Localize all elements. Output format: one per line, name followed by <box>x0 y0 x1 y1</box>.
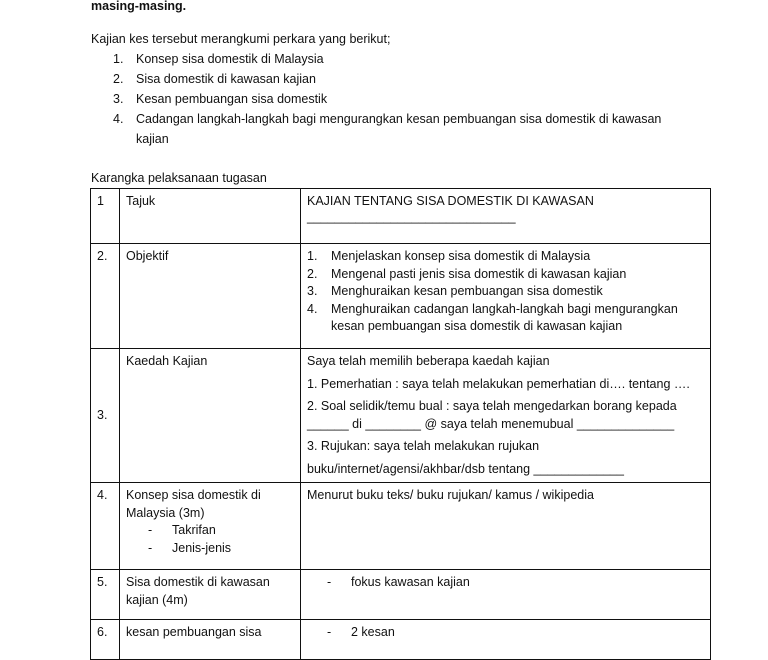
row-label: Objektif <box>120 244 301 349</box>
dash-bullet: - <box>327 575 332 589</box>
top-text: masing-masing. <box>91 0 187 13</box>
row-number: 6. <box>91 620 120 660</box>
row-label <box>120 483 301 570</box>
row-number: 3. <box>91 349 120 483</box>
label-line: Malaysia (3m) <box>126 505 205 520</box>
method-line: Saya telah memilih beberapa kaedah kajian <box>307 354 550 368</box>
list-item-continuation <box>307 318 704 336</box>
objective-list <box>307 248 704 336</box>
table-row <box>91 349 711 483</box>
method-line: 3. Rujukan: saya telah melakukan rujukan <box>307 439 540 453</box>
list-item: Kesan pembuangan sisa domestik <box>136 92 328 106</box>
table-row <box>91 189 711 244</box>
list-item <box>307 248 704 266</box>
row-label <box>120 570 301 620</box>
table-row <box>91 483 711 570</box>
dash-bullet: - <box>148 540 153 555</box>
sub-item <box>126 522 294 540</box>
bullet-item <box>307 624 704 642</box>
label-line: Konsep sisa domestik di <box>126 488 261 502</box>
title-text: KAJIAN TENTANG SISA DOMESTIK DI KAWASAN <box>307 194 594 208</box>
task-framework-table <box>90 188 711 660</box>
list-number: 3. <box>113 92 124 106</box>
row-content: Menurut buku teks/ buku rujukan/ kamus / wikipedia <box>301 483 711 570</box>
bullet-text: fokus kawasan kajian <box>351 575 470 589</box>
list-item: Cadangan langkah-langkah bagi mengurangkan kesan pembuangan sisa domestik di kawasan <box>136 112 662 126</box>
row-content <box>301 570 711 620</box>
list-item <box>307 266 704 284</box>
bullet-item <box>307 574 704 592</box>
list-number: 2. <box>307 266 318 281</box>
list-text: Menghuraikan kesan pembuangan sisa domestik <box>331 284 603 298</box>
list-text: Menghuraikan cadangan langkah-langkah bagi mengurangkan <box>331 301 678 316</box>
sub-item-text: Takrifan <box>172 523 216 537</box>
method-line: ______ di ________ @ saya telah menemubual ______________ <box>307 416 675 431</box>
row-number: 5. <box>91 570 120 620</box>
list-text: Mengenal pasti jenis sisa domestik di kawasan kajian <box>331 266 627 281</box>
section-title: Karangka pelaksanaan tugasan <box>91 171 267 185</box>
list-number: 1. <box>307 249 318 263</box>
list-text: Menjelaskan konsep sisa domestik di Malaysia <box>331 249 591 263</box>
row-number: 2. <box>91 244 120 349</box>
list-item <box>307 301 704 319</box>
row-content <box>301 189 711 244</box>
list-number: 2. <box>113 72 124 86</box>
list-text: kesan pembuangan sisa domestik di kawasan kajian <box>331 319 623 333</box>
list-item <box>307 283 704 301</box>
sub-item-text: Jenis-jenis <box>172 540 232 555</box>
row-number: 1 <box>91 189 120 244</box>
label-line: Sisa domestik di kawasan <box>126 575 270 589</box>
sub-item <box>126 540 294 558</box>
list-number: 4. <box>113 112 124 126</box>
list-item: Sisa domestik di kawasan kajian <box>136 72 316 86</box>
table-row <box>91 244 711 349</box>
bullet-text: 2 kesan <box>351 625 395 639</box>
row-content <box>301 244 711 349</box>
table-row <box>91 620 711 660</box>
method-line: 2. Soal selidik/temu bual : saya telah mengedarkan borang kepada <box>307 399 677 413</box>
row-label: kesan pembuangan sisa <box>120 620 301 660</box>
list-item: Konsep sisa domestik di Malaysia <box>136 52 324 66</box>
method-line: buku/internet/agensi/akhbar/dsb tentang _____________ <box>307 461 624 476</box>
row-number: 4. <box>91 483 120 570</box>
method-line: 1. Pemerhatian : saya telah melakukan pemerhatian di…. tentang …. <box>307 376 690 391</box>
dash-bullet: - <box>148 523 153 537</box>
row-label: Tajuk <box>120 189 301 244</box>
list-item-continuation: kajian <box>136 132 169 146</box>
row-content <box>301 349 711 483</box>
list-number: 3. <box>307 284 318 298</box>
row-label: Kaedah Kajian <box>120 349 301 483</box>
title-blank: ______________________________ <box>307 209 516 224</box>
summary-intro: Kajian kes tersebut merangkumi perkara yang berikut; <box>91 32 391 46</box>
label-line: kajian (4m) <box>126 592 188 607</box>
list-number: 4. <box>307 301 318 316</box>
table-row <box>91 570 711 620</box>
row-content <box>301 620 711 660</box>
dash-bullet: - <box>327 625 332 639</box>
list-number: 1. <box>113 52 124 66</box>
